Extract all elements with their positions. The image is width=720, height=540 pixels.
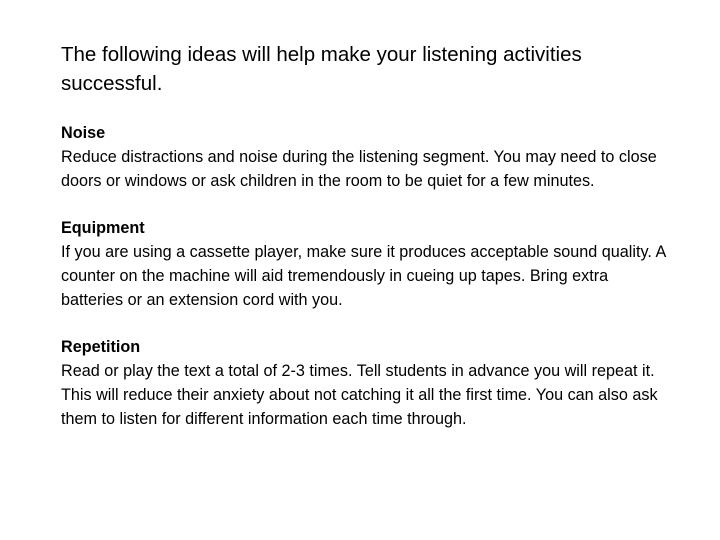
section-body-noise: Reduce distractions and noise during the listening segment. You may need to close doors or windows or ask children in the room to be quiet for a few minutes. [61, 148, 657, 190]
section-body-equipment: If you are using a cassette player, make sure it produces acceptable sound quality. A counter on the machine will aid tremendously in cueing up tapes. Bring extra batteries or an extension cord with you. [61, 243, 666, 309]
section-equipment [61, 216, 671, 312]
slide-content [61, 40, 671, 454]
section-title-noise: Noise [61, 124, 106, 142]
section-body-repetition: Read or play the text a total of 2-3 times. Tell students in advance you will repeat it. This will reduce their anxiety about not catching it all the first time. You can also ask them to listen for different information each time through. [61, 362, 658, 428]
section-noise [61, 121, 671, 193]
intro-text: The following ideas will help make your listening activities successful. [61, 43, 582, 95]
section-title-equipment: Equipment [61, 219, 145, 237]
section-repetition [61, 335, 671, 431]
section-title-repetition: Repetition [61, 338, 141, 356]
